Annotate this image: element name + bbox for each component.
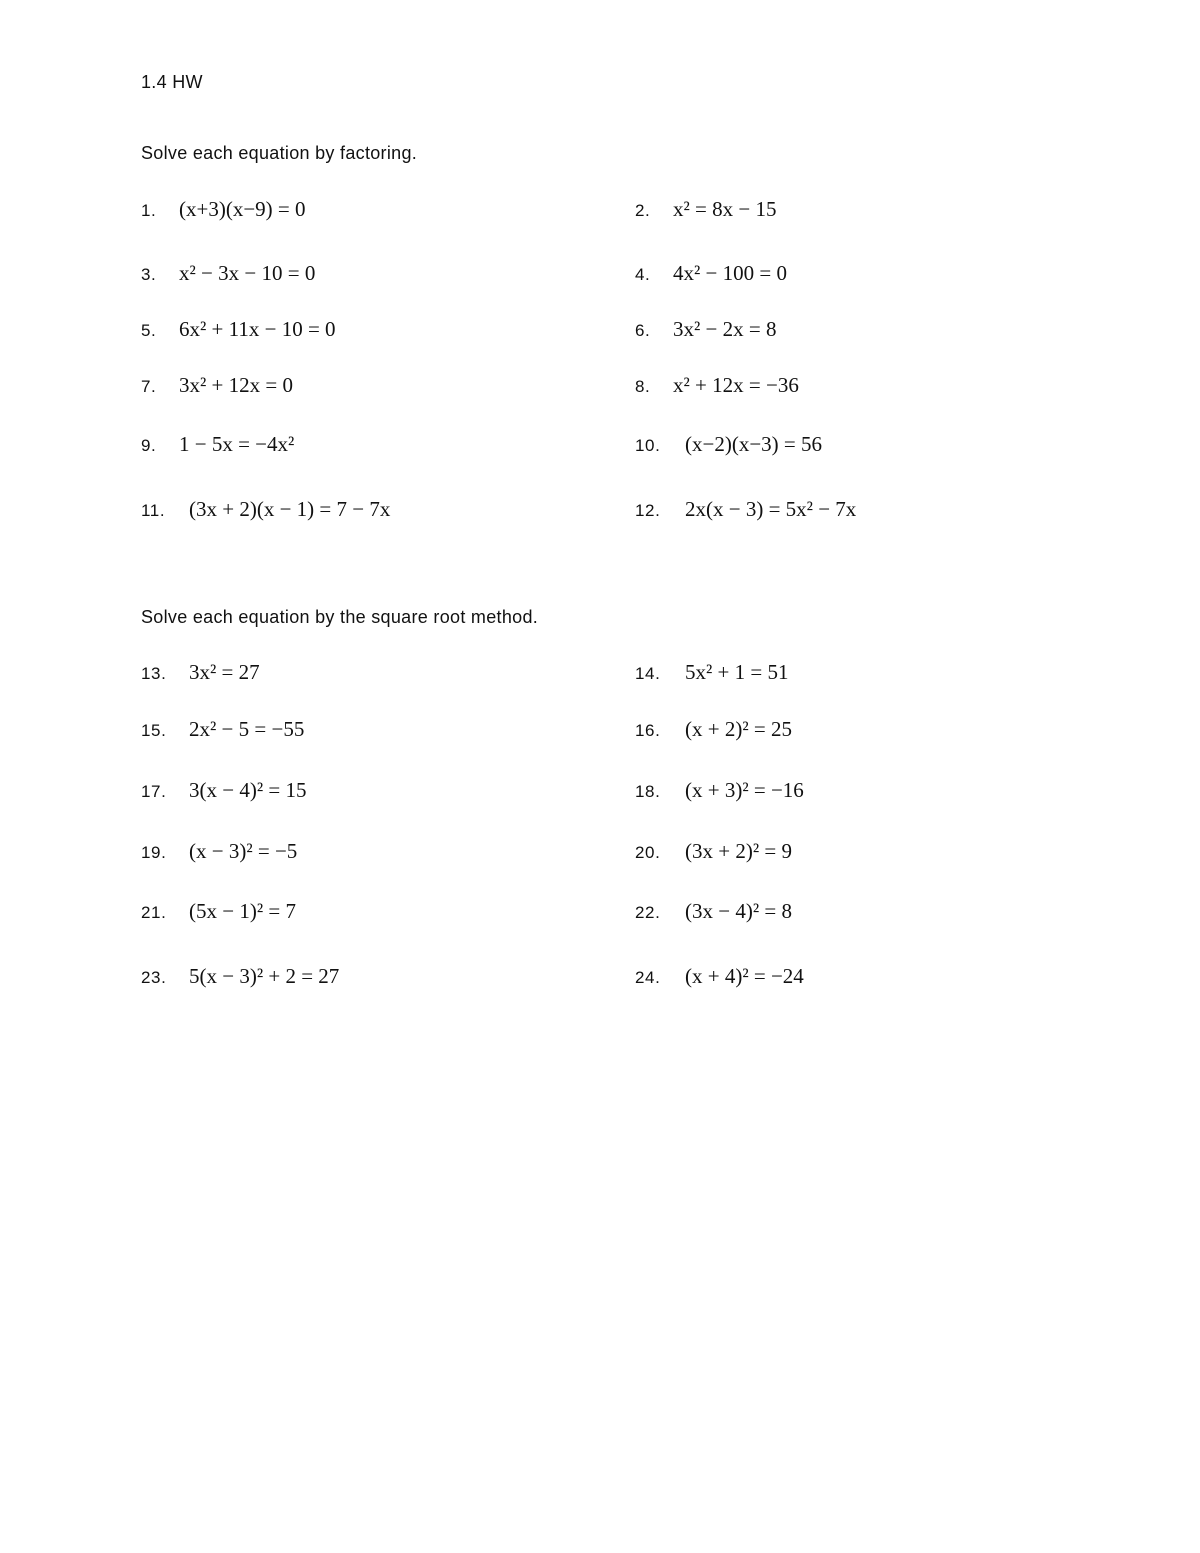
problem-number: 5.	[141, 321, 157, 340]
problem-equation: 5x² + 1 = 51	[685, 660, 789, 684]
problem-number: 10.	[635, 436, 661, 455]
problem-15	[141, 717, 304, 751]
problem-number: 18.	[635, 782, 661, 801]
section-instruction-factoring: Solve each equation by factoring.	[141, 143, 418, 163]
problem-equation: 6x² + 11x − 10 = 0	[179, 317, 336, 341]
problem-number: 2.	[635, 201, 651, 220]
problem-equation: 4x² − 100 = 0	[673, 261, 787, 285]
problem-equation: (3x − 4)² = 8	[685, 899, 792, 923]
page-title: 1.4 HW	[141, 72, 203, 92]
problem-equation: 2x(x − 3) = 5x² − 7x	[685, 497, 857, 521]
problem-equation: (5x − 1)² = 7	[189, 899, 296, 923]
problem-number: 17.	[141, 782, 167, 801]
problem-number: 1.	[141, 201, 157, 220]
problem-number: 11.	[141, 501, 166, 520]
problem-2	[635, 197, 776, 231]
problem-equation: 5(x − 3)² + 2 = 27	[189, 964, 340, 988]
problem-equation: (x + 4)² = −24	[685, 964, 804, 988]
problem-number: 14.	[635, 664, 661, 683]
problem-24	[635, 964, 804, 998]
problem-23	[141, 964, 339, 998]
problem-number: 16.	[635, 721, 661, 740]
problem-14	[635, 660, 788, 694]
problem-10	[635, 432, 822, 466]
problem-equation: 3x² + 12x = 0	[179, 373, 293, 397]
problem-4	[635, 261, 787, 295]
problem-18	[635, 778, 804, 812]
problem-equation: (x + 2)² = 25	[685, 717, 792, 741]
problem-equation: (x + 3)² = −16	[685, 778, 804, 802]
problem-19	[141, 839, 297, 873]
problem-7	[141, 373, 293, 407]
problem-equation: 1 − 5x = −4x²	[179, 432, 295, 456]
problem-equation: (3x + 2)² = 9	[685, 839, 792, 863]
problem-number: 8.	[635, 377, 651, 396]
problem-equation: x² − 3x − 10 = 0	[179, 261, 316, 285]
problem-equation: (x−2)(x−3) = 56	[685, 432, 823, 456]
problem-20	[635, 839, 792, 873]
problem-5	[141, 317, 336, 351]
problem-number: 6.	[635, 321, 651, 340]
problem-number: 19.	[141, 843, 167, 862]
problem-equation: (3x + 2)(x − 1) = 7 − 7x	[189, 497, 391, 521]
problem-6	[635, 317, 776, 351]
problem-number: 13.	[141, 664, 167, 683]
problem-1	[141, 197, 306, 231]
problem-number: 3.	[141, 265, 157, 284]
problem-12	[635, 497, 856, 531]
section-instruction-square-root: Solve each equation by the square root method.	[141, 607, 539, 627]
problem-equation: 2x² − 5 = −55	[189, 717, 305, 741]
problem-8	[635, 373, 799, 407]
problem-number: 9.	[141, 436, 157, 455]
problem-number: 20.	[635, 843, 661, 862]
problem-16	[635, 717, 792, 751]
problem-9	[141, 432, 294, 466]
problem-17	[141, 778, 306, 812]
problem-number: 24.	[635, 968, 661, 987]
problem-number: 4.	[635, 265, 651, 284]
problem-22	[635, 899, 792, 933]
problem-equation: x² = 8x − 15	[673, 197, 777, 221]
problem-number: 22.	[635, 903, 661, 922]
problem-number: 23.	[141, 968, 167, 987]
problem-11	[141, 497, 390, 531]
problem-equation: x² + 12x = −36	[673, 373, 799, 397]
problem-equation: (x − 3)² = −5	[189, 839, 298, 863]
problem-number: 15.	[141, 721, 167, 740]
problem-13	[141, 660, 260, 694]
problem-number: 21.	[141, 903, 167, 922]
problem-equation: 3x² − 2x = 8	[673, 317, 777, 341]
problem-equation: (x+3)(x−9) = 0	[179, 197, 306, 221]
problem-number: 12.	[635, 501, 661, 520]
problem-equation: 3x² = 27	[189, 660, 260, 684]
problem-3	[141, 261, 315, 295]
problem-21	[141, 899, 296, 933]
problem-number: 7.	[141, 377, 157, 396]
problem-equation: 3(x − 4)² = 15	[189, 778, 307, 802]
